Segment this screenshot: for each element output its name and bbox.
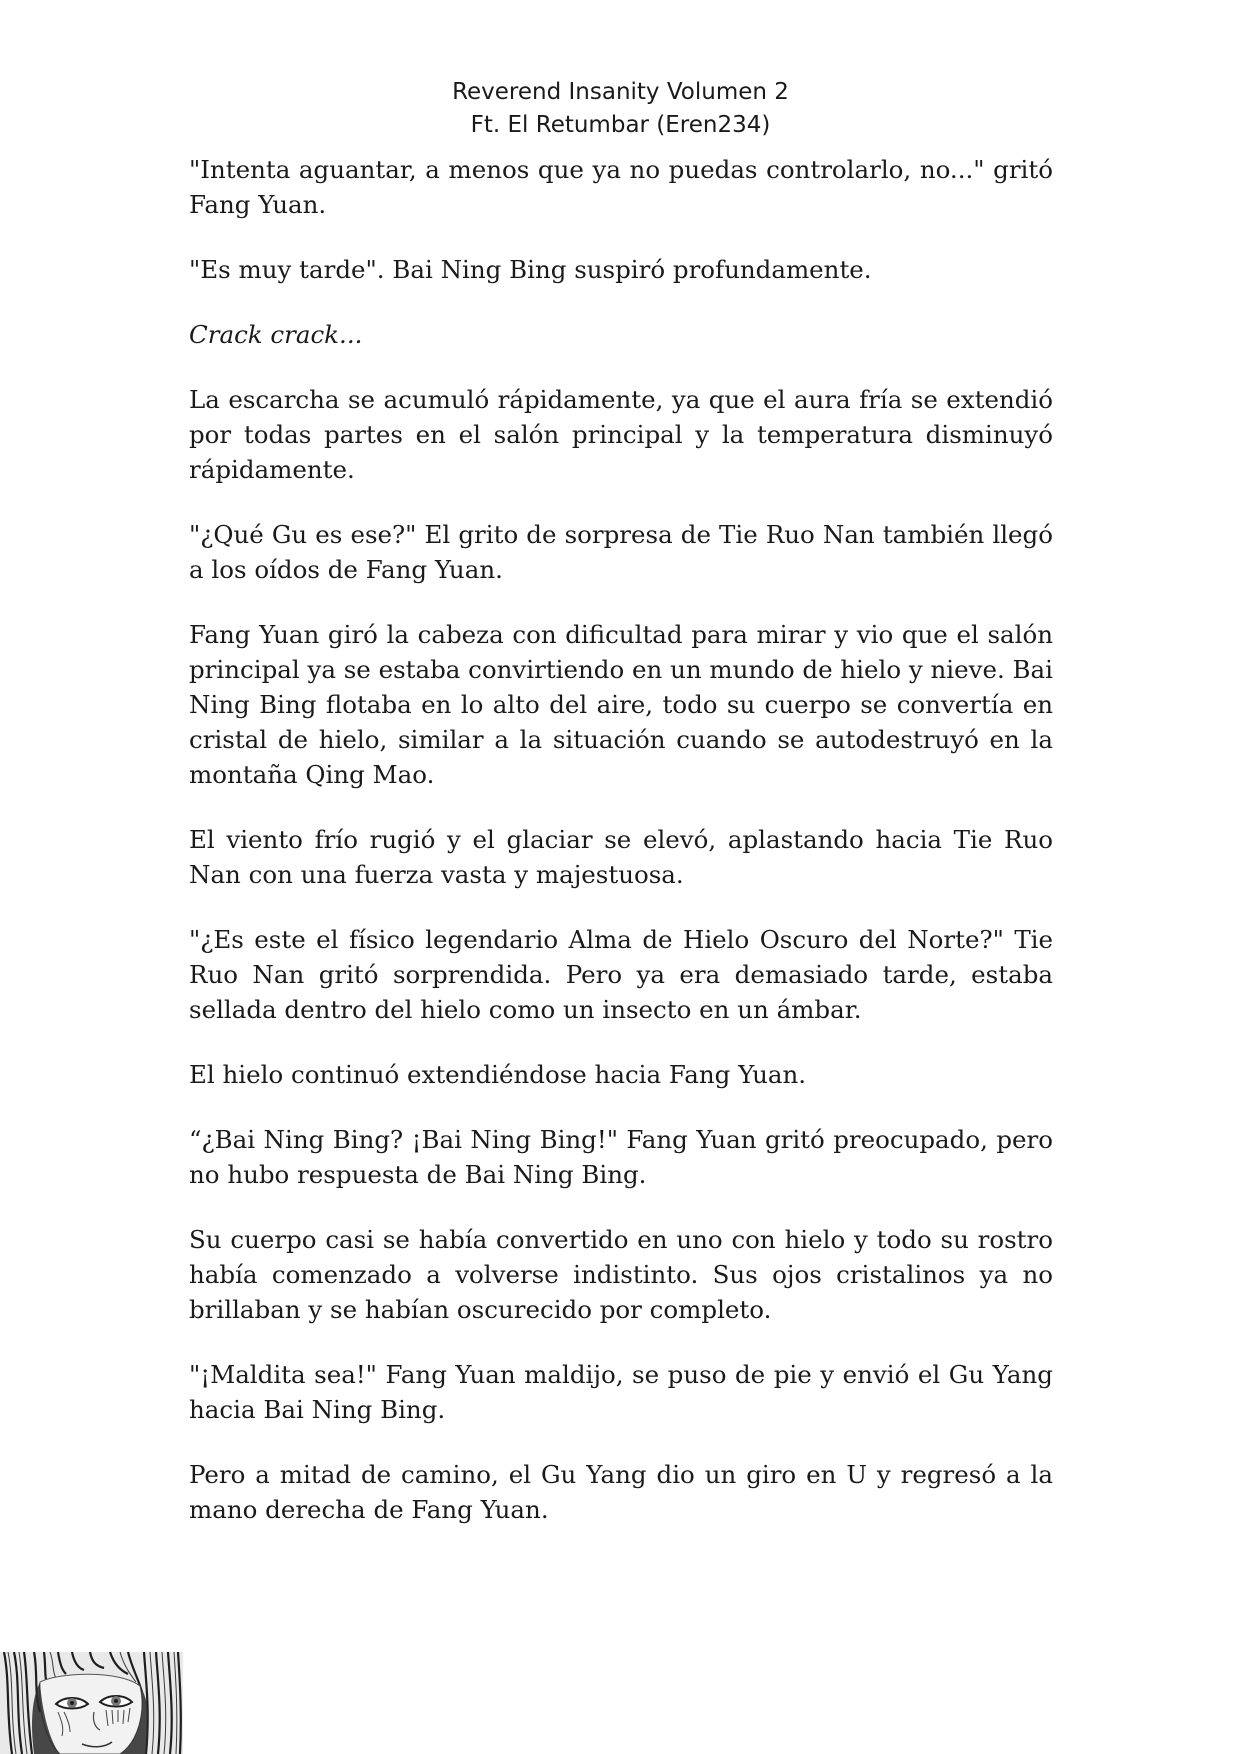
paragraph: Fang Yuan giró la cabeza con dificultad para mirar y vio que el salón principal ya se estaba convirtiendo en un mundo de hielo y nieve. Bai Ning Bing flotaba en lo alto del aire, todo su cuerpo se convertía en cristal de hielo, similar a la situación cuando se autodestruyó en la montaña Qing Mao.: [189, 620, 1053, 789]
paragraph: Su cuerpo casi se había convertido en uno con hielo y todo su rostro había comenzado a volverse indistinto. Sus ojos cristalinos ya no brillaban y se habían oscurecido por completo.: [189, 1225, 1053, 1324]
paragraph: "¡Maldita sea!" Fang Yuan maldijo, se puso de pie y envió el Gu Yang hacia Bai Ning Bing.: [189, 1360, 1053, 1424]
paragraph: El viento frío rugió y el glaciar se elevó, aplastando hacia Tie Ruo Nan con una fuerza vasta y majestuosa.: [189, 825, 1053, 889]
header-subtitle: Ft. El Retumbar (Eren234): [470, 112, 771, 138]
paragraph: Crack crack...: [189, 320, 363, 349]
paragraph: "¿Es este el físico legendario Alma de Hielo Oscuro del Norte?" Tie Ruo Nan gritó sorprendida. Pero ya era demasiado tarde, estaba sellada dentro del hielo como un insecto en un ámbar.: [189, 925, 1053, 1024]
paragraph: El hielo continuó extendiéndose hacia Fang Yuan.: [189, 1060, 807, 1089]
paragraph: “¿Bai Ning Bing? ¡Bai Ning Bing!" Fang Yuan gritó preocupado, pero no hubo respuesta de Bai Ning Bing.: [189, 1125, 1053, 1189]
manga-character-face-illustration-icon: [0, 1652, 183, 1754]
paragraph: "Intenta aguantar, a menos que ya no puedas controlarlo, no..." gritó Fang Yuan.: [189, 155, 1053, 219]
header-title: Reverend Insanity Volumen 2: [452, 79, 789, 105]
paragraph: "¿Qué Gu es ese?" El grito de sorpresa de Tie Ruo Nan también llegó a los oídos de Fang Yuan.: [189, 520, 1053, 584]
paragraph: "Es muy tarde". Bai Ning Bing suspiró profundamente.: [189, 255, 872, 284]
page-header: [0, 76, 1241, 142]
paragraph: La escarcha se acumuló rápidamente, ya que el aura fría se extendió por todas partes en el salón principal y la temperatura disminuyó rápidamente.: [189, 385, 1053, 484]
document-body: [189, 152, 1053, 1557]
paragraph: Pero a mitad de camino, el Gu Yang dio un giro en U y regresó a la mano derecha de Fang Yuan.: [189, 1460, 1053, 1524]
